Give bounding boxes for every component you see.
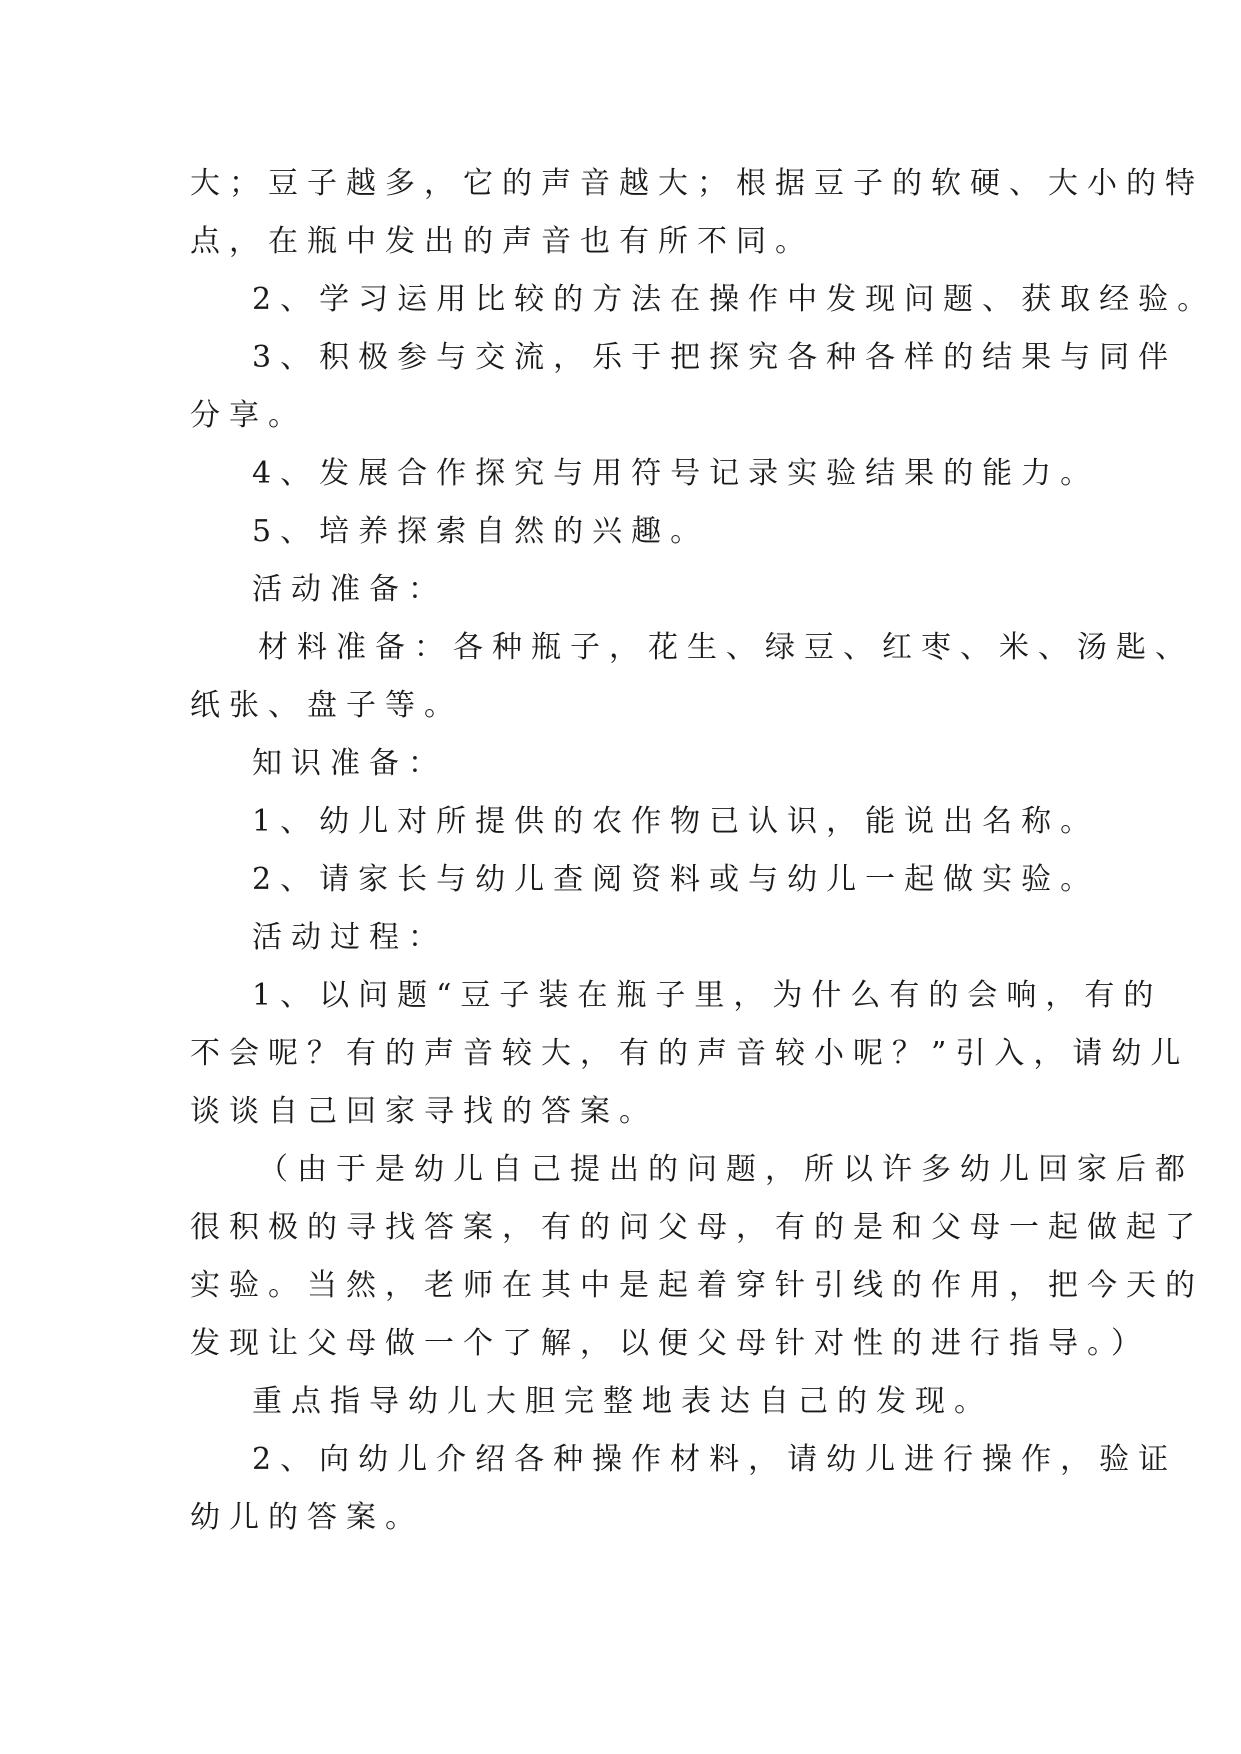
knowledge-item-1: 1、幼儿对所提供的农作物已认识，能说出名称。 — [252, 804, 1100, 839]
materials-preparation: 材料准备：各种瓶子，花生、绿豆、红枣、米、汤匙、 — [258, 630, 1194, 665]
paragraph-line: 很积极的寻找答案，有的问父母，有的是和父母一起做起了 — [190, 1210, 1204, 1245]
paragraph-line: 不会呢？有的声音较大，有的声音较小呢？”引入，请幼儿 — [190, 1036, 1190, 1071]
process-step-2: 2、向幼儿介绍各种操作材料，请幼儿进行操作，验证 — [252, 1442, 1178, 1477]
paragraph-line: 大；豆子越多，它的声音越大；根据豆子的软硬、大小的特 — [190, 166, 1204, 201]
objective-2: 2、学习运用比较的方法在操作中发现问题、获取经验。 — [252, 282, 1217, 317]
section-heading-preparation: 活动准备： — [252, 572, 447, 607]
parenthetical-note: （由于是幼儿自己提出的问题，所以许多幼儿回家后都 — [258, 1152, 1194, 1187]
paragraph-line: 分享。 — [190, 398, 307, 433]
objective-3: 3、积极参与交流，乐于把探究各种各样的结果与同伴 — [252, 340, 1178, 375]
paragraph-line: 纸张、盘子等。 — [190, 688, 463, 723]
knowledge-item-2: 2、请家长与幼儿查阅资料或与幼儿一起做实验。 — [252, 862, 1100, 897]
paragraph-line: 发现让父母做一个了解，以便父母针对性的进行指导。） — [190, 1326, 1150, 1361]
objective-4: 4、发展合作探究与用符号记录实验结果的能力。 — [252, 456, 1100, 491]
section-heading-knowledge: 知识准备： — [252, 746, 447, 781]
paragraph-line: 谈谈自己回家寻找的答案。 — [190, 1094, 658, 1129]
process-step-1: 1、以问题“豆子装在瓶子里，为什么有的会响，有的 — [252, 978, 1163, 1013]
section-heading-process: 活动过程： — [252, 920, 447, 955]
paragraph-line: 实验。当然，老师在其中是起着穿针引线的作用，把今天的 — [190, 1268, 1204, 1303]
paragraph-line: 幼儿的答案。 — [190, 1500, 424, 1535]
key-guidance: 重点指导幼儿大胆完整地表达自己的发现。 — [252, 1384, 993, 1419]
objective-5: 5、培养探索自然的兴趣。 — [252, 514, 710, 549]
paragraph-line: 点，在瓶中发出的声音也有所不同。 — [190, 224, 814, 259]
